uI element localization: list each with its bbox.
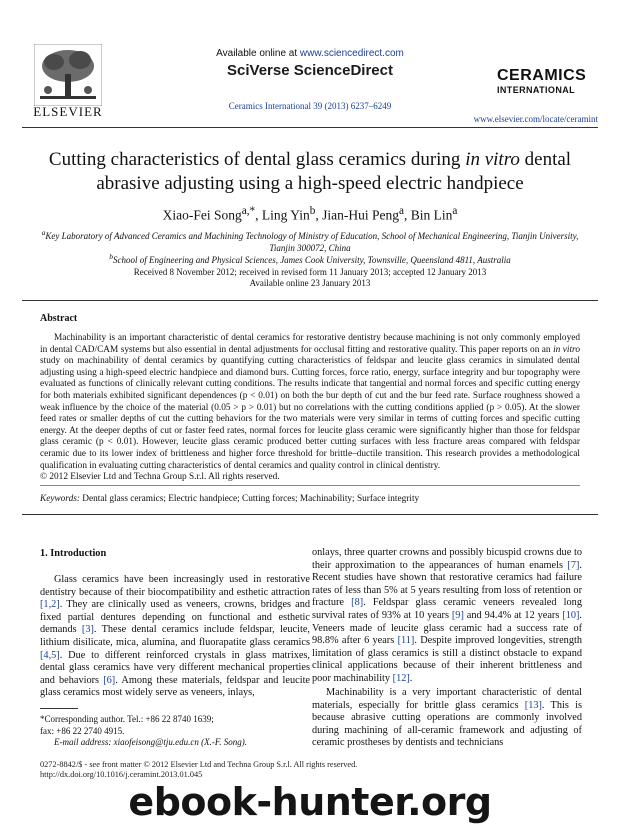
- title-text-2: dental abrasive adjusting using a high-speed electric handpiece: [96, 149, 572, 194]
- article-title: [30, 148, 590, 196]
- footnote-fax: fax: +86 22 2740 4915.: [40, 725, 125, 736]
- intro-text: . Due to different reinforced crystals in glass matrixes, dental glass ceramics have very different mechanical properties and behaviors: [40, 649, 310, 686]
- author-name[interactable]: Jian-Hui Peng: [322, 207, 400, 223]
- author-list: Xiao-Fei Song$^{a,*}$, Ling Yin$^b$, Jian-Hui Peng$^a$, Bin Lin$^a$: [162, 205, 458, 223]
- author-name[interactable]: Ling Yin: [261, 207, 310, 223]
- footnote-phone: *Corresponding author. Tel.: +86 22 8740 1639;: [40, 714, 214, 724]
- sciencedirect-link[interactable]: www.sciencedirect.com: [299, 48, 404, 59]
- citation-link[interactable]: [4,5]: [40, 649, 60, 661]
- journal-logo-line1: CERAMICS: [497, 67, 587, 84]
- article-history: [30, 267, 590, 289]
- title-text-1: Cutting characteristics of dental glass ceramics during: [48, 149, 466, 170]
- author-sup: a,*: [241, 205, 256, 217]
- journal-citation[interactable]: Ceramics International 39 (2013) 6237–6249: [228, 101, 392, 111]
- affiliation-a: [40, 227, 580, 254]
- publisher-name: ELSEVIER: [33, 104, 103, 119]
- author-sup: a: [452, 205, 458, 217]
- intro-right-paragraph-1: [312, 547, 582, 686]
- author-sup: b: [309, 205, 316, 217]
- abstract-italic: in vitro: [553, 344, 580, 355]
- footnote-email[interactable]: E-mail address: xiaofeisong@tju.edu.cn (X.-F. Song).: [54, 737, 247, 747]
- intro-text: . They are clinically used as veneers, crowns, bridges and fixed partial dentures depending on functional and esthetic demands: [40, 599, 310, 636]
- intro-text: Machinability is a very important characteristic of dental materials, especially for brittle glass ceramics: [312, 687, 582, 711]
- keywords-divider: [40, 485, 580, 486]
- front-matter-copyright: 0272-8842/$ - see front matter © 2012 Elsevier Ltd and Techna Group S.r.l. All rights reserved.: [40, 760, 358, 769]
- section-heading-introduction: 1. Introduction: [40, 548, 107, 559]
- citation-link[interactable]: [8]: [351, 597, 364, 609]
- author-name[interactable]: Xiao-Fei Song: [162, 207, 242, 223]
- doi-link[interactable]: http://dx.doi.org/10.1016/j.ceramint.2013.01.045: [40, 770, 203, 779]
- intro-left-paragraph: [40, 574, 310, 700]
- citation-link[interactable]: [12]: [392, 672, 410, 684]
- author-sup: a: [399, 205, 405, 217]
- intro-text: . Recent studies have shown that restorative ceramics had failure rates of less than 5% at 5 years resulting from loss of retention or fracture: [312, 559, 582, 609]
- citation-link[interactable]: [1,2]: [40, 599, 60, 611]
- abstract-text-1: Machinability is an important characteristic of dental ceramics for restorative dentistry because machining is not only commonly employed in dental CAD/CAM systems but also essential in dental adjustments for occlusal fitting and restorative quality. This paper reports on an: [40, 333, 580, 355]
- abstract-text-3: p < 0.01) on both the bur depth of cut and the bur feed rate. Surface roughness showed a weak influence by the choice of the material (0.05 > p > 0.01) but no correlations with the cutting conditions applied (p > 0.05). At the slower feed rates or smaller depths of cut the cutting behaviors for the two materials were very similar in terms of cutting forces and specific cutting energy. At the deeper depths of cut or faster feed rates, normal forces for leucite glass ceramic were significantly higher than those for feldspar glass ceramic (p < 0.01). However, leucite glass ceramic produced better cutting surfaces with less fracture areas compared with feldspar ceramic due to its lower index of brittleness and higher force threshold for brittle–ductile transition. This research provides a methodological qualification in evaluating cutting characteristics of dental ceramics and quality control in clinical dentistry.: [40, 390, 580, 471]
- journal-url-link[interactable]: www.elsevier.com/locate/ceramint: [473, 114, 598, 124]
- abstract-bottom-divider: [22, 514, 598, 515]
- affiliation-a-text: Key Laboratory of Advanced Ceramics and Machining Technology of Ministry of Education, School of Mechanical Engineering, Tianjin University, Tianjin 300072, China: [45, 231, 579, 253]
- abstract-heading: Abstract: [40, 313, 78, 324]
- intro-text: and 94.4% at 12 years: [463, 609, 563, 621]
- intro-text: . Veneers made of leucite glass ceramic had a success rate of 98.8% after 6 years: [312, 609, 582, 647]
- affiliation-b-text: School of Engineering and Physical Sciences, James Cook University, Townsville, Queensland 4811, Australia: [112, 255, 511, 265]
- keywords-list: Dental glass ceramics; Electric handpiece; Cutting forces; Machinability; Surface integrity: [79, 494, 420, 504]
- intro-text: . Among these materials, feldspar and leucite glass ceramics most widely serve as veneers, inlays,: [40, 674, 310, 699]
- abstract-text: [40, 333, 580, 472]
- intro-text: onlays, three quarter crowns and possibly bicuspid crowns due to their approximation to the appearances of human enamels: [312, 547, 582, 571]
- citation-link[interactable]: [13]: [524, 699, 542, 711]
- intro-text: . These dental ceramics include feldspar, leucite, lithium disilicate, mica, alumina, and fluorapatite glass ceramics: [40, 624, 310, 648]
- journal-logo-line2: INTERNATIONAL: [497, 85, 576, 95]
- citation-link[interactable]: [3]: [81, 624, 94, 636]
- affiliation-b: [40, 251, 580, 266]
- citation-link[interactable]: [11]: [397, 635, 415, 647]
- abstract-copyright: © 2012 Elsevier Ltd and Techna Group S.r.l. All rights reserved.: [40, 472, 280, 482]
- citation-link[interactable]: [6]: [103, 674, 116, 686]
- platform-name: SciVerse ScienceDirect: [227, 62, 393, 79]
- abstract-text-2: study on machinability of dental ceramics by quantifying cutting characteristics of feldspar and leucite glass ceramics in simulated dental adjusting using a high-speed electric handpiece and diamond burs. Cutting forces, force ratio, energy, surface integrity and bur topography were evaluated as functions of clinically relevant cutting conditions. The results indicate that tangential and normal forces and specific cutting energy for both materials exhibited significant dependences (: [40, 356, 580, 401]
- title-italic: in vitro: [465, 149, 520, 170]
- online-date: Available online 23 January 2013: [249, 278, 371, 288]
- affiliation-a-sup: a: [41, 228, 46, 237]
- intro-text: Glass ceramics have been increasingly used in restorative dentistry because of their biocompatibility and esthetic attraction: [40, 574, 310, 598]
- footnote-divider: [40, 708, 78, 709]
- intro-text: . Despite improved longevities, strength limitation of glass ceramics is still a distinct obstacle to expand clinical applications because of their inherent brittleness and poor machinability: [312, 635, 582, 684]
- corresponding-author-footnote: [40, 714, 310, 749]
- journal-logo: [497, 68, 597, 95]
- intro-text: .: [409, 672, 413, 684]
- keywords-label: Keywords:: [40, 494, 80, 504]
- keywords: [40, 494, 419, 504]
- abstract-top-divider: [22, 300, 598, 301]
- affiliation-b-sup: b: [109, 252, 113, 261]
- header-divider: [22, 127, 598, 128]
- author-name[interactable]: Bin Lin: [410, 207, 453, 223]
- citation-link[interactable]: [9]: [451, 609, 464, 621]
- citation-link[interactable]: [10]: [562, 609, 580, 621]
- intro-right-paragraph-2: [312, 687, 582, 750]
- front-matter: [40, 760, 600, 780]
- available-online-line: [0, 48, 620, 59]
- watermark-banner: ebook-hunter.org: [128, 780, 492, 824]
- intro-text: . Feldspar glass ceramic veneers revealed long survival rates of 93% at 10 years: [312, 597, 582, 621]
- received-dates: Received 8 November 2012; received in revised form 11 January 2013; accepted 12 January 2013: [133, 267, 487, 277]
- intro-text: . This is because abrasive cutting operations are commonly involved during machining of all-ceramic framework and adjusting of ceramic prostheses by dentists and technicians: [312, 699, 582, 749]
- available-text: Available online at: [216, 48, 300, 59]
- citation-link[interactable]: [7]: [567, 559, 580, 571]
